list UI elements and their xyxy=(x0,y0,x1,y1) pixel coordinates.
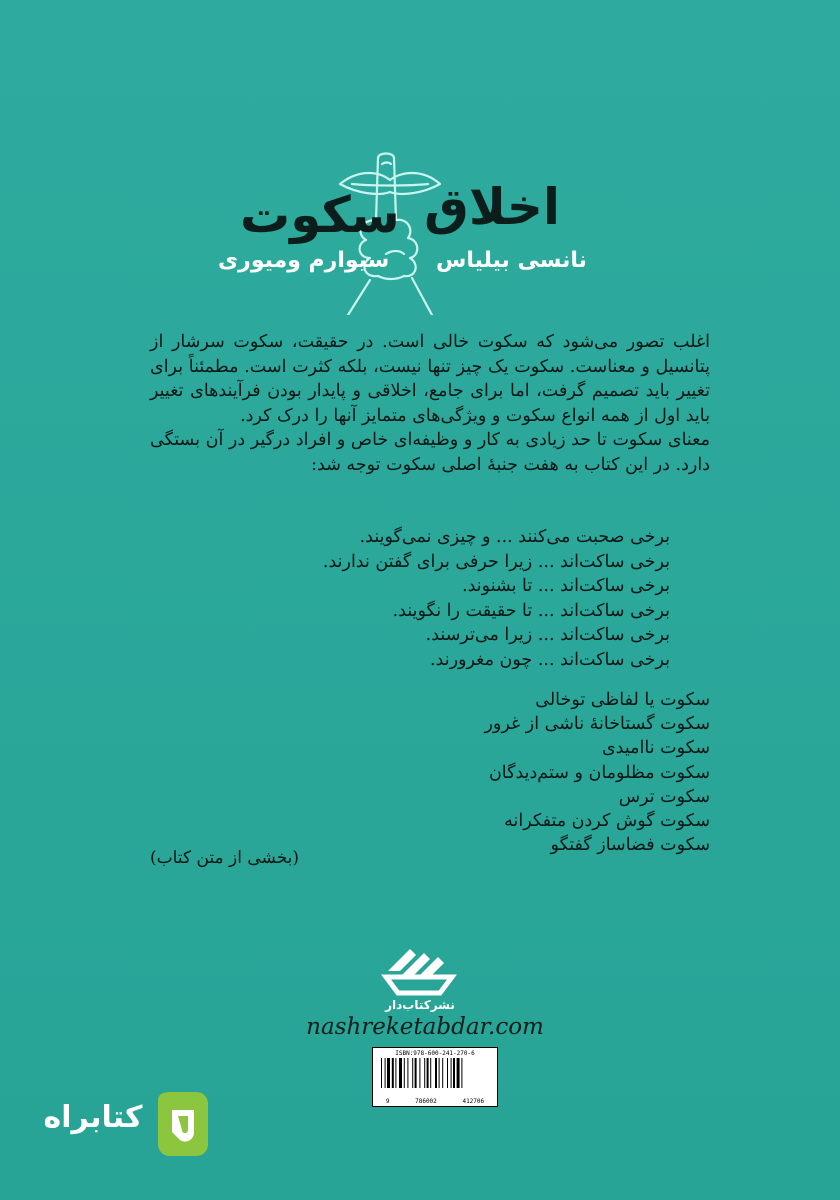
list-item: سکوت ناامیدی xyxy=(601,738,710,759)
barcode-bar xyxy=(385,1058,386,1088)
title-word-sokoot: سکوت xyxy=(240,186,400,244)
silence-line: برخی ساکت‌اند ... تا حقیقت را نگویند. xyxy=(392,600,670,621)
list-item: سکوت مظلومان و ستم‌دیدگان xyxy=(488,762,710,783)
barcode-bar xyxy=(430,1058,431,1088)
barcode-bar xyxy=(453,1058,455,1088)
silence-types-list xyxy=(300,688,710,857)
barcode-bars xyxy=(381,1058,489,1096)
silence-lines xyxy=(250,525,670,672)
barcode-bar xyxy=(451,1058,452,1088)
barcode-digit-group: 786002 xyxy=(415,1098,437,1105)
barcode-bar xyxy=(447,1058,448,1088)
blurb-paragraph-1: اغلب تصور می‌شود که سکوت خالی است. در حقیقت، سکوت سرشار از پتانسیل و معناست. سکوت یک چیز تنها نیست، بلکه کثرت است. مطمئناً برای تغییر باید تصمیم گرفت، اما برای جامع، اخلاقی و پایدار بودن فرآیندهای تغییر باید اول از همه انواع سکوت و ویژگی‌های متمایز آنها را درک کرد. xyxy=(150,332,710,426)
barcode-bar xyxy=(439,1058,440,1088)
barcode-digit-group: 9 xyxy=(385,1098,390,1105)
barcode-bar xyxy=(407,1058,408,1088)
author-name-2: سیوارم ومیوری xyxy=(218,248,390,273)
silence-line: برخی صحبت می‌کنند ... و چیزی نمی‌گویند. xyxy=(359,527,670,547)
barcode-bar xyxy=(461,1058,462,1088)
list-item: سکوت گستاخانهٔ ناشی از غرور xyxy=(484,714,710,735)
barcode-bar xyxy=(415,1058,417,1088)
barcode-bar xyxy=(392,1058,394,1088)
blurb-paragraph-2: معنای سکوت تا حد زیادی به کار و وظیفه‌ای خاص و افراد درگیر در آن بستگی دارد. در این کتاب به هفت جنبهٔ اصلی سکوت توجه شد: xyxy=(150,430,710,475)
publisher-logo-text: نشرکتاب‌دار xyxy=(385,998,455,1012)
blurb-text xyxy=(150,330,710,477)
ketabrah-logo-icon xyxy=(152,1092,210,1156)
barcode-bar xyxy=(381,1058,382,1088)
barcode-bar xyxy=(442,1058,443,1088)
silence-line: برخی ساکت‌اند ... چون مغرورند. xyxy=(429,649,670,670)
list-item: سکوت یا لفاظی توخالی xyxy=(535,690,710,710)
title-word-akhlagh: اخلاق xyxy=(424,178,560,236)
list-item: سکوت ترس xyxy=(618,786,710,807)
isbn-text: ISBN:978-600-241-270-6 xyxy=(395,1050,475,1057)
barcode-bar xyxy=(412,1058,413,1088)
barcode-bar xyxy=(399,1058,402,1088)
silence-line: برخی ساکت‌اند ... زیرا حرفی برای گفتن ندارند. xyxy=(322,551,670,572)
barcode-digits xyxy=(373,1098,497,1105)
publisher-logo-icon xyxy=(380,935,460,1015)
barcode-bar xyxy=(387,1058,390,1088)
barcode-bar xyxy=(395,1058,396,1088)
barcode-bar xyxy=(457,1058,460,1088)
barcode-bar xyxy=(419,1058,420,1088)
silence-line: برخی ساکت‌اند ... زیرا می‌ترسند. xyxy=(425,625,670,645)
excerpt-note: (بخشی از متن کتاب) xyxy=(150,848,300,868)
ketabrah-badge xyxy=(38,1092,210,1162)
publisher-url: nashreketabdar.com xyxy=(306,1014,544,1040)
barcode-bar xyxy=(404,1058,405,1088)
isbn-barcode xyxy=(372,1047,498,1107)
author-name-1: نانسی بیلیاس xyxy=(436,248,587,273)
list-item: سکوت فضاساز گفتگو xyxy=(550,835,710,856)
ketabrah-text: کتابراه xyxy=(43,1100,143,1135)
silence-line: برخی ساکت‌اند ... تا بشنوند. xyxy=(462,576,670,596)
barcode-bar xyxy=(424,1058,425,1088)
barcode-digit-group: 412706 xyxy=(462,1098,485,1105)
barcode-bar xyxy=(427,1058,429,1088)
list-item: سکوت گوش کردن متفکرانه xyxy=(504,811,710,832)
barcode-bar xyxy=(435,1058,437,1088)
